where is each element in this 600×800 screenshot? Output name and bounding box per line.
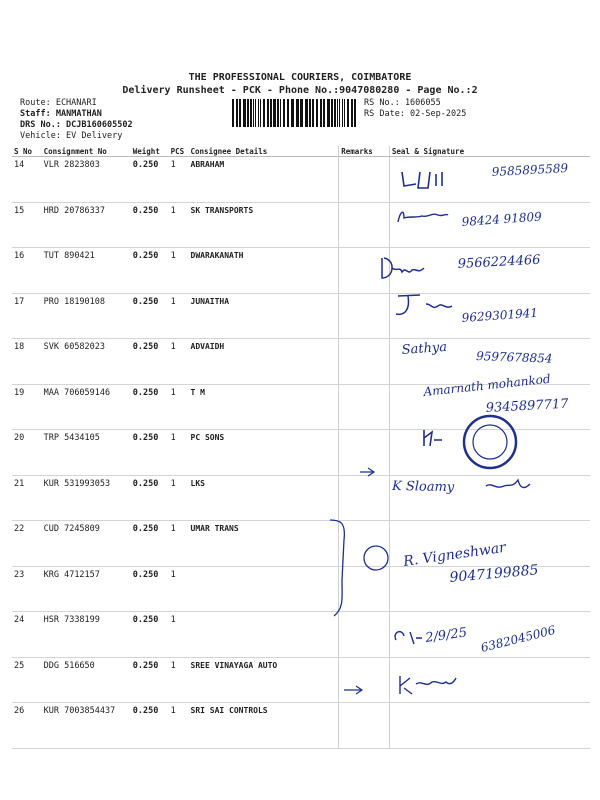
table-row: [12, 202, 590, 248]
barcode-bar: [243, 99, 246, 127]
row-signature: [389, 384, 590, 430]
col-sno: S No: [12, 146, 42, 157]
barcode-bar: [342, 99, 343, 127]
row-consignee: LKS: [189, 475, 339, 521]
barcode-bar: [331, 99, 333, 127]
row-signature: [389, 339, 590, 385]
barcode-bar: [255, 99, 256, 127]
barcode-bar: [250, 99, 252, 127]
table-row: [12, 566, 590, 612]
rs-date: RS Date: 02-Sep-2025: [364, 109, 467, 119]
phone-handwritten: 9566224466: [457, 252, 541, 272]
drs-number: DRS No.: DCJB160605502: [20, 120, 133, 130]
barcode-bar: [280, 99, 281, 127]
col-pcs: PCS: [169, 146, 189, 157]
row-sno: 24: [12, 612, 42, 658]
runsheet-table: [12, 146, 590, 749]
row-pcs: 1: [169, 248, 189, 294]
row-remarks: [339, 430, 390, 476]
col-weight: Weight: [131, 146, 169, 157]
row-consignment: KUR 531993053: [42, 475, 131, 521]
barcode-bar: [253, 99, 254, 127]
row-sno: 18: [12, 339, 42, 385]
col-remarks: Remarks: [339, 146, 390, 157]
barcode-bar: [327, 99, 330, 127]
col-consignment: Consignment No: [42, 146, 131, 157]
row-consignment: TRP 5434105: [42, 430, 131, 476]
table-row: [12, 612, 590, 658]
row-pcs: 1: [169, 384, 189, 430]
barcode-bar: [339, 99, 340, 127]
row-consignment: HRD 20786337: [42, 202, 131, 248]
runsheet-subtitle: Delivery Runsheet - PCK - Phone No.:9047080280 - Page No.:2: [122, 85, 478, 96]
table-row: [12, 157, 590, 203]
row-signature: [389, 566, 590, 612]
barcode-bar: [263, 99, 265, 127]
row-consignee: PC SONS: [189, 430, 339, 476]
row-consignee: UMAR TRANS: [189, 521, 339, 567]
row-remarks: [339, 248, 390, 294]
phone-handwritten: 9597678854: [475, 349, 553, 366]
date-handwritten: 2/9/25: [424, 625, 468, 646]
row-sno: 23: [12, 566, 42, 612]
row-weight: 0.250: [131, 339, 169, 385]
barcode-bar: [354, 99, 356, 127]
staff-label: Staff:: [20, 109, 51, 119]
phone-handwritten: 98424 91809: [461, 209, 543, 229]
barcode-bar: [287, 99, 289, 127]
row-consignment: SVK 60582023: [42, 339, 131, 385]
row-consignee: JUNAITHA: [189, 293, 339, 339]
row-signature: [389, 475, 590, 521]
barcode-bar: [267, 99, 269, 127]
barcode-bar: [260, 99, 261, 127]
barcode-bar: [270, 99, 272, 127]
barcode-bar: [305, 99, 308, 127]
row-pcs: 1: [169, 475, 189, 521]
phone-handwritten: 6382045006: [479, 622, 557, 655]
row-consignment: TUT 890421: [42, 248, 131, 294]
row-weight: 0.250: [131, 157, 169, 203]
row-sno: 17: [12, 293, 42, 339]
row-signature: [389, 248, 590, 294]
row-remarks: [339, 157, 390, 203]
row-remarks: [339, 384, 390, 430]
row-remarks: [339, 612, 390, 658]
row-weight: 0.250: [131, 475, 169, 521]
row-weight: 0.250: [131, 657, 169, 703]
table-row: [12, 293, 590, 339]
row-consignee: ADVAIDH: [189, 339, 339, 385]
barcode-bar: [273, 99, 276, 127]
row-signature: [389, 703, 590, 749]
row-sno: 15: [12, 202, 42, 248]
row-consignment: KRG 4712157: [42, 566, 131, 612]
row-consignee: SRI SAI CONTROLS: [189, 703, 339, 749]
barcode-bar: [232, 99, 234, 127]
row-weight: 0.250: [131, 202, 169, 248]
table-row: [12, 521, 590, 567]
barcode-bar: [283, 99, 285, 127]
route-label: Route: ECHANARI: [20, 98, 97, 108]
row-sno: 14: [12, 157, 42, 203]
row-signature: [389, 612, 590, 658]
row-pcs: 1: [169, 612, 189, 658]
barcode-bar: [291, 99, 294, 127]
row-pcs: 1: [169, 657, 189, 703]
row-remarks: [339, 339, 390, 385]
rs-number: RS No.: 1606055: [364, 98, 441, 108]
row-signature: [389, 430, 590, 476]
row-remarks: [339, 475, 390, 521]
name-handwritten: K Sloamy: [391, 479, 455, 496]
barcode-bar: [320, 99, 322, 127]
row-weight: 0.250: [131, 521, 169, 567]
barcode-bar: [236, 99, 238, 127]
row-pcs: 1: [169, 703, 189, 749]
row-consignment: DDG 516650: [42, 657, 131, 703]
row-sno: 22: [12, 521, 42, 567]
barcode-bar: [344, 99, 345, 127]
table-row: [12, 339, 590, 385]
row-pcs: 1: [169, 521, 189, 567]
row-remarks: [339, 566, 390, 612]
row-weight: 0.250: [131, 566, 169, 612]
row-consignment: HSR 7338199: [42, 612, 131, 658]
row-consignee: SREE VINAYAGA AUTO: [189, 657, 339, 703]
barcode-bar: [337, 99, 338, 127]
row-signature: [389, 293, 590, 339]
row-consignment: CUD 7245809: [42, 521, 131, 567]
barcode-bar: [309, 99, 311, 127]
barcode-bar: [277, 99, 279, 127]
row-pcs: 1: [169, 157, 189, 203]
table-row: [12, 384, 590, 430]
barcode-bar: [316, 99, 318, 127]
row-remarks: [339, 703, 390, 749]
barcode-bar: [247, 99, 249, 127]
row-consignee: DWARAKANATH: [189, 248, 339, 294]
row-weight: 0.250: [131, 430, 169, 476]
row-remarks: [339, 202, 390, 248]
row-consignee: T M: [189, 384, 339, 430]
row-weight: 0.250: [131, 384, 169, 430]
name-handwritten: Sathya: [401, 339, 448, 358]
row-pcs: 1: [169, 339, 189, 385]
runsheet-meta-left: [20, 98, 133, 142]
phone-handwritten: 9629301941: [461, 305, 539, 325]
row-pcs: 1: [169, 566, 189, 612]
phone-handwritten: 9585895589: [491, 161, 569, 179]
company-title: THE PROFESSIONAL COURIERS, COIMBATORE: [188, 72, 412, 83]
table-row: [12, 657, 590, 703]
row-sno: 25: [12, 657, 42, 703]
table-row: [12, 430, 590, 476]
row-weight: 0.250: [131, 248, 169, 294]
row-sno: 16: [12, 248, 42, 294]
col-consignee: Consignee Details: [189, 146, 339, 157]
staff-line: [20, 109, 133, 120]
row-remarks: [339, 293, 390, 339]
row-signature: [389, 202, 590, 248]
barcode-bar: [323, 99, 325, 127]
barcode-bar: [312, 99, 314, 127]
row-pcs: 1: [169, 430, 189, 476]
row-consignee: ABRAHAM: [189, 157, 339, 203]
barcode-icon: [232, 99, 358, 127]
row-remarks: [339, 657, 390, 703]
row-weight: 0.250: [131, 293, 169, 339]
table-row: [12, 703, 590, 749]
barcode-bar: [296, 99, 299, 127]
phone-handwritten: 9047199885: [448, 562, 540, 586]
barcode-bar: [258, 99, 259, 127]
row-signature: [389, 157, 590, 203]
barcode-bar: [347, 99, 349, 127]
row-consignee: [189, 566, 339, 612]
row-consignment: VLR 2823803: [42, 157, 131, 203]
runsheet-meta-right: [364, 98, 466, 120]
row-sno: 20: [12, 430, 42, 476]
row-consignment: PRO 18190108: [42, 293, 131, 339]
row-weight: 0.250: [131, 703, 169, 749]
row-sno: 21: [12, 475, 42, 521]
barcode-bar: [351, 99, 353, 127]
vehicle-label: Vehicle: EV Delivery: [20, 131, 123, 141]
staff-name: MANMATHAN: [55, 109, 102, 119]
col-signature: Seal & Signature: [389, 146, 590, 157]
row-pcs: 1: [169, 202, 189, 248]
row-consignment: KUR 7003854437: [42, 703, 131, 749]
row-signature: [389, 521, 590, 567]
phone-handwritten: 9345897717: [485, 396, 569, 416]
table-row: [12, 248, 590, 294]
row-sno: 26: [12, 703, 42, 749]
row-remarks: [339, 521, 390, 567]
barcode-bar: [239, 99, 241, 127]
row-pcs: 1: [169, 293, 189, 339]
name-handwritten: Amarnath mohankod: [422, 371, 552, 399]
row-sno: 19: [12, 384, 42, 430]
row-consignee: [189, 612, 339, 658]
row-consignee: SK TRANSPORTS: [189, 202, 339, 248]
name-handwritten: R. Vigneshwar: [402, 539, 507, 570]
table-header-row: [12, 146, 590, 157]
row-consignment: MAA 706059146: [42, 384, 131, 430]
row-signature: [389, 657, 590, 703]
barcode-bar: [300, 99, 303, 127]
row-weight: 0.250: [131, 612, 169, 658]
barcode-bar: [334, 99, 336, 127]
table-row: [12, 475, 590, 521]
